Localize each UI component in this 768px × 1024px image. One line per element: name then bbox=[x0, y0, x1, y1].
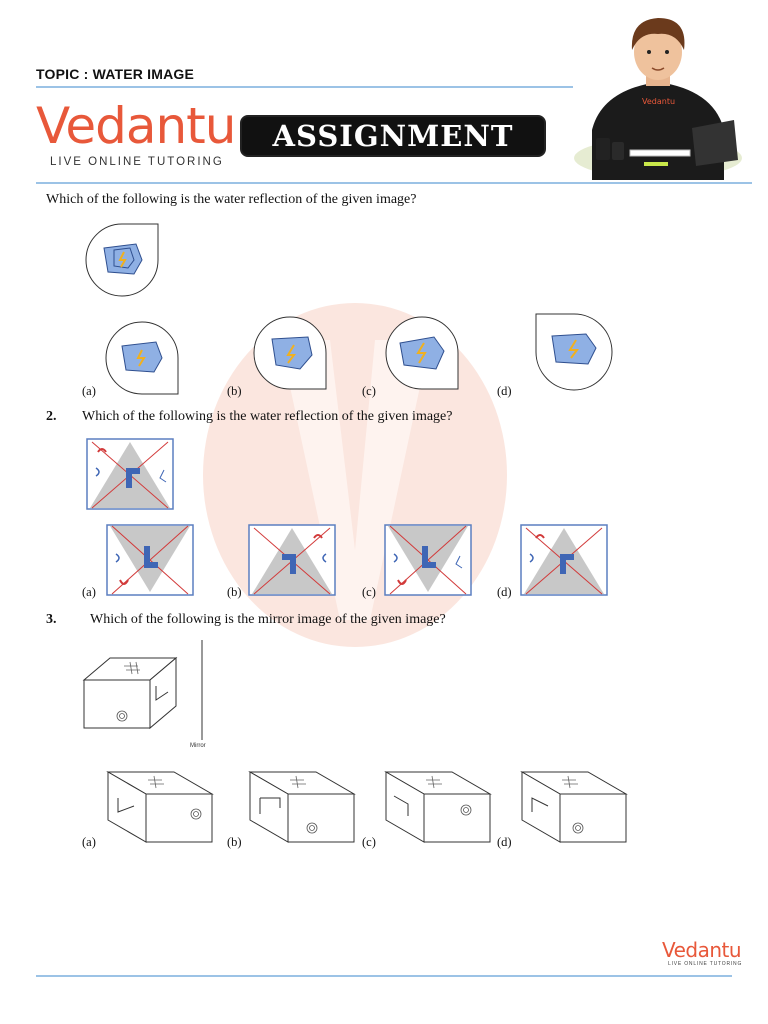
q1-option-d-figure bbox=[534, 312, 616, 392]
q2-option-d-figure bbox=[520, 524, 608, 596]
q1-option-c-figure bbox=[384, 315, 460, 391]
q3-option-b-figure bbox=[246, 768, 358, 848]
q1-option-b[interactable]: (b) bbox=[227, 384, 242, 398]
mirror-label: Mirror bbox=[190, 743, 206, 749]
q2-option-c[interactable]: (c) bbox=[362, 585, 376, 599]
q1-option-c[interactable]: (c) bbox=[362, 384, 376, 398]
q3-option-a[interactable]: (a) bbox=[82, 835, 96, 849]
q2-option-a[interactable]: (a) bbox=[82, 585, 96, 599]
q1-option-b-figure bbox=[252, 315, 328, 391]
header-rule-top bbox=[36, 86, 573, 88]
q3-number: 3. bbox=[46, 612, 57, 627]
q2-option-c-figure bbox=[384, 524, 472, 596]
q3-option-d[interactable]: (d) bbox=[497, 835, 512, 849]
q1-option-a-figure bbox=[104, 320, 180, 396]
footer-logo-tagline: LIVE ONLINE TUTORING bbox=[668, 961, 743, 967]
topic-heading: TOPIC : WATER IMAGE bbox=[36, 66, 195, 82]
q2-option-b[interactable]: (b) bbox=[227, 585, 242, 599]
logo-tagline: LIVE ONLINE TUTORING bbox=[50, 156, 224, 168]
q1-text: Which of the following is the water reflection of the given image? bbox=[46, 192, 417, 207]
q1-option-d[interactable]: (d) bbox=[497, 384, 512, 398]
svg-text:Vedantu: Vedantu bbox=[642, 97, 676, 106]
q3-option-b[interactable]: (b) bbox=[227, 835, 242, 849]
assignment-badge: ASSIGNMENT bbox=[240, 115, 546, 157]
tutor-illustration bbox=[572, 10, 744, 182]
q3-option-c[interactable]: (c) bbox=[362, 835, 376, 849]
q3-option-d-figure bbox=[518, 768, 630, 848]
q3-option-c-figure bbox=[382, 768, 494, 848]
q3-text: Which of the following is the mirror image of the given image? bbox=[90, 612, 446, 627]
q2-option-a-figure bbox=[106, 524, 194, 596]
header-rule-bottom bbox=[36, 182, 752, 184]
watermark-logo bbox=[200, 300, 510, 650]
q3-option-a-figure bbox=[104, 768, 216, 848]
q2-given-figure bbox=[86, 438, 174, 510]
q1-option-a[interactable]: (a) bbox=[82, 384, 96, 398]
q2-option-d[interactable]: (d) bbox=[497, 585, 512, 599]
vedantu-logo: Vedantu bbox=[36, 97, 236, 155]
footer-rule bbox=[36, 975, 732, 977]
footer-vedantu-logo: Vedantu bbox=[662, 938, 742, 962]
q2-text: Which of the following is the water reflection of the given image? bbox=[82, 409, 453, 424]
q3-given-figure bbox=[80, 640, 210, 752]
q2-number: 2. bbox=[46, 409, 57, 424]
q1-given-figure bbox=[84, 222, 160, 298]
q2-option-b-figure bbox=[248, 524, 336, 596]
